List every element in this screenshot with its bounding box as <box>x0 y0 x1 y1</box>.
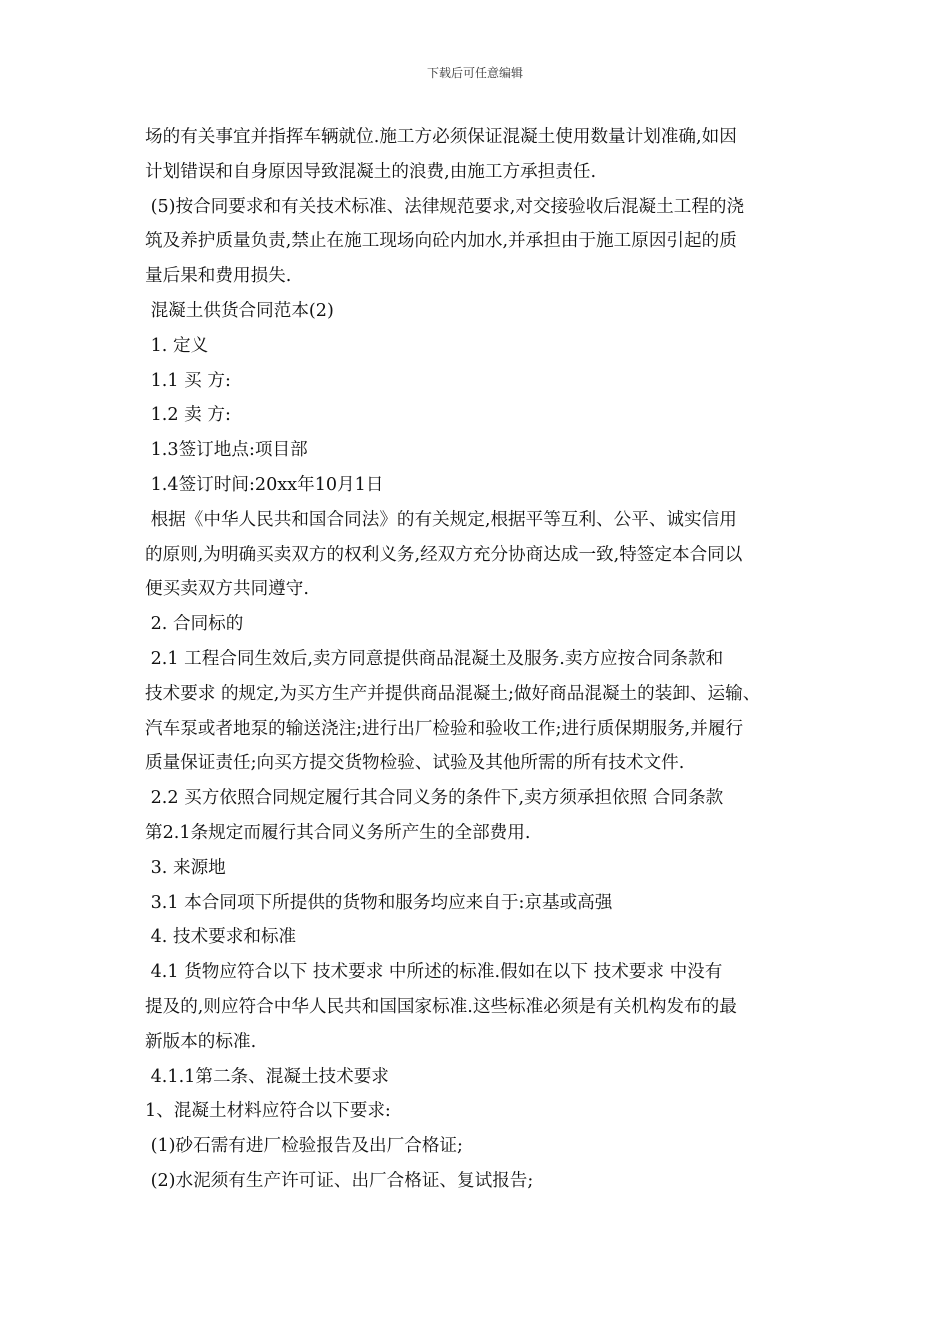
text-line: 便买卖双方共同遵守. <box>145 579 309 600</box>
text-line: 根据《中华人民共和国合同法》的有关规定,根据平等互利、公平、诚实信用 <box>145 509 737 530</box>
text-line: 汽车泵或者地泵的输送浇注;进行出厂检验和验收工作;进行质保期服务,并履行 <box>145 718 744 739</box>
text-line: 技术要求 的规定,为买方生产并提供商品混凝土;做好商品混凝土的装卸、运输、 <box>145 683 761 704</box>
text-line: 量后果和费用损失. <box>145 266 292 287</box>
text-line: 第2.1条规定而履行其合同义务所产生的全部费用. <box>145 822 531 843</box>
page-header: 下载后可任意编辑 <box>426 66 523 80</box>
text-line: 的原则,为明确买卖双方的权利义务,经双方充分协商达成一致,特签定本合同以 <box>145 544 743 565</box>
text-line: 3. 来源地 <box>145 857 226 878</box>
text-line: 3.1 本合同项下所提供的货物和服务均应来自于:京基或高强 <box>145 892 613 913</box>
text-line: 2. 合同标的 <box>145 614 244 635</box>
text-line: 2.2 买方依照合同规定履行其合同义务的条件下,卖方须承担依照 合同条款 <box>145 788 724 809</box>
text-line: 1. 定义 <box>145 335 209 356</box>
text-line: (2)水泥须有生产许可证、出厂合格证、复试报告; <box>145 1170 534 1191</box>
text-line: 1.4签订时间:20xx年10月1日 <box>145 474 384 495</box>
text-line: 1.1 买 方: <box>145 370 231 391</box>
text-line: 计划错误和自身原因导致混凝土的浪费,由施工方承担责任. <box>145 161 597 182</box>
text-line: 筑及养护质量负责,禁止在施工现场向砼内加水,并承担由于施工原因引起的质 <box>145 231 737 252</box>
text-line: 2.1 工程合同生效后,卖方同意提供商品混凝土及服务.卖方应按合同条款和 <box>145 648 724 669</box>
text-line: 1.3签订地点:项目部 <box>145 440 308 461</box>
text-line: 4.1 货物应符合以下 技术要求 中所述的标准.假如在以下 技术要求 中没有 <box>145 962 723 983</box>
text-line: 新版本的标准. <box>145 1031 257 1052</box>
text-line: 提及的,则应符合中华人民共和国国家标准.这些标准必须是有关机构发布的最 <box>145 996 737 1017</box>
text-line: 4.1.1第二条、混凝土技术要求 <box>145 1066 389 1087</box>
text-line: 质量保证责任;向买方提交货物检验、试验及其他所需的所有技术文件. <box>145 753 685 774</box>
text-line: 4. 技术要求和标准 <box>145 927 297 948</box>
text-line: 1.2 卖 方: <box>145 405 231 426</box>
text-line: (1)砂石需有进厂检验报告及出厂合格证; <box>145 1136 463 1157</box>
text-line: (5)按合同要求和有关技术标准、法律规范要求,对交接验收后混凝土工程的浇 <box>145 196 745 217</box>
text-line: 场的有关事宜并指挥车辆就位.施工方必须保证混凝土使用数量计划准确,如因 <box>145 127 737 147</box>
section-title: 混凝土供货合同范本(2) <box>145 300 334 321</box>
text-line: 1、混凝土材料应符合以下要求: <box>145 1101 391 1122</box>
document-body <box>145 120 810 1199</box>
